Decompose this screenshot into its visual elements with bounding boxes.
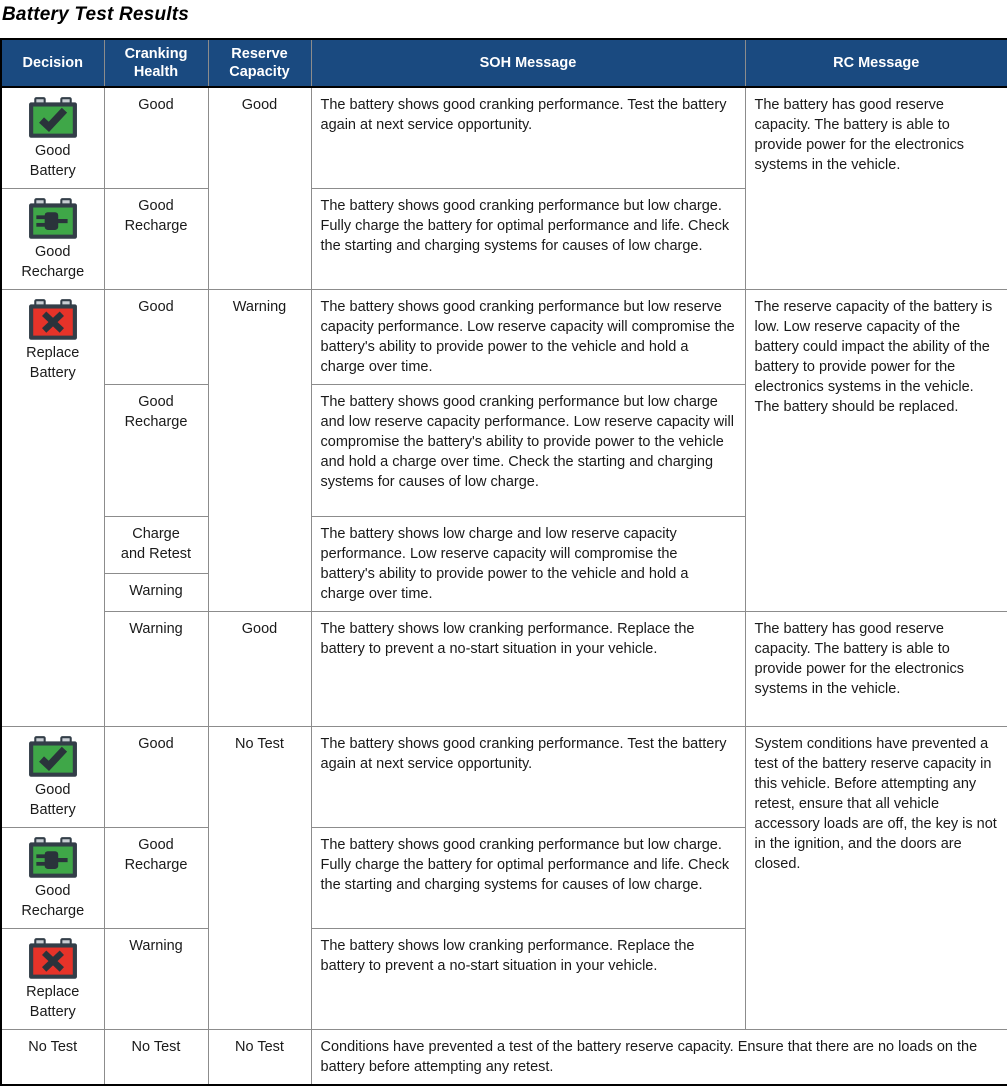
combined-message-cell: Conditions have prevented a test of the battery reserve capacity. Ensure that there are no loads on the battery before attempting any retest. (311, 1030, 1007, 1086)
decision-label: Good Recharge (21, 244, 85, 280)
battery-plug-icon (28, 198, 78, 240)
decision-label: Replace Battery (26, 984, 80, 1020)
reserve-capacity-cell: Good (208, 612, 311, 727)
rc-message-cell: The battery has good reserve capacity. The battery is able to provide power for the electronics systems in the vehicle. (745, 87, 1007, 290)
cranking-health-cell: Good (104, 290, 208, 385)
battery-plug-icon (28, 837, 78, 879)
cranking-health-cell: Good (104, 727, 208, 828)
column-header-decision: Decision (1, 39, 104, 87)
cranking-health-cell: No Test (104, 1030, 208, 1086)
battery-test-results-table (0, 38, 1007, 1086)
decision-cell (1, 929, 104, 1030)
column-header-rc-message: RC Message (745, 39, 1007, 87)
rc-message-cell: The battery has good reserve capacity. The battery is able to provide power for the electronics systems in the vehicle. (745, 612, 1007, 727)
cranking-health-cell: Good (104, 87, 208, 189)
decision-label: Good Battery (29, 782, 76, 818)
soh-message-cell: The battery shows low charge and low reserve capacity performance. Low reserve capacity will compromise the battery's ability to provide power to the vehicle and hold a charge over time. (311, 517, 745, 612)
decision-label: Good Recharge (21, 883, 85, 919)
soh-message-cell: The battery shows good cranking performance. Test the battery again at next service opportunity. (311, 727, 745, 828)
rc-message-cell: System conditions have prevented a test of the battery reserve capacity in this vehicle. Before attempting any retest, ensure that all vehicle accessory loads are off, the key is not in the ignition, and the doors are closed. (745, 727, 1007, 1030)
cranking-health-cell: Charge and Retest (104, 517, 208, 574)
battery-x-icon (28, 299, 78, 341)
table-row (1, 1030, 1007, 1086)
table-row (1, 290, 1007, 385)
reserve-capacity-cell: Good (208, 87, 311, 290)
reserve-capacity-cell: No Test (208, 727, 311, 1030)
column-header-cranking-health: Cranking Health (104, 39, 208, 87)
decision-cell: No Test (1, 1030, 104, 1086)
battery-check-icon (28, 97, 78, 139)
column-header-reserve-capacity: Reserve Capacity (208, 39, 311, 87)
decision-cell (1, 727, 104, 828)
header-row (1, 39, 1007, 87)
battery-check-icon (28, 736, 78, 778)
column-header-soh-message: SOH Message (311, 39, 745, 87)
reserve-capacity-cell: No Test (208, 1030, 311, 1086)
decision-cell (1, 828, 104, 929)
cranking-health-cell: Warning (104, 612, 208, 727)
cranking-health-cell: Good Recharge (104, 385, 208, 517)
soh-message-cell: The battery shows good cranking performance. Test the battery again at next service opportunity. (311, 87, 745, 189)
soh-message-cell: The battery shows low cranking performance. Replace the battery to prevent a no-start situation in your vehicle. (311, 612, 745, 727)
cranking-health-cell: Good Recharge (104, 828, 208, 929)
decision-cell (1, 290, 104, 727)
cranking-health-cell: Good Recharge (104, 189, 208, 290)
soh-message-cell: The battery shows good cranking performance but low charge. Fully charge the battery for optimal performance and life. Check the starting and charging systems for causes of low charge. (311, 189, 745, 290)
soh-message-cell: The battery shows good cranking performance but low reserve capacity performance. Low reserve capacity will compromise the battery's ability to provide power to the vehicle and hold a charge over time. (311, 290, 745, 385)
table-row (1, 727, 1007, 828)
soh-message-cell: The battery shows good cranking performance but low charge and low reserve capacity performance. Low reserve capacity will compromise the battery's ability to provide power to the vehicle and hold a charge over time. Check the starting and charging systems for causes of low charge. (311, 385, 745, 517)
decision-label: Good Battery (29, 143, 76, 179)
rc-message-cell: The reserve capacity of the battery is low. Low reserve capacity of the battery could impact the ability of the battery to provide power for the electronics systems in the vehicle. The battery should be replaced. (745, 290, 1007, 612)
decision-label: Replace Battery (26, 345, 80, 381)
soh-message-cell: The battery shows good cranking performance but low charge. Fully charge the battery for optimal performance and life. Check the starting and charging systems for causes of low charge. (311, 828, 745, 929)
decision-cell (1, 189, 104, 290)
cranking-health-cell: Warning (104, 573, 208, 611)
table-row (1, 612, 1007, 727)
decision-cell (1, 87, 104, 189)
battery-x-icon (28, 938, 78, 980)
reserve-capacity-cell: Warning (208, 290, 311, 612)
page-title: Battery Test Results (2, 4, 190, 25)
cranking-health-cell: Warning (104, 929, 208, 1030)
soh-message-cell: The battery shows low cranking performance. Replace the battery to prevent a no-start situation in your vehicle. (311, 929, 745, 1030)
table-row (1, 87, 1007, 189)
page (0, 4, 1007, 1086)
